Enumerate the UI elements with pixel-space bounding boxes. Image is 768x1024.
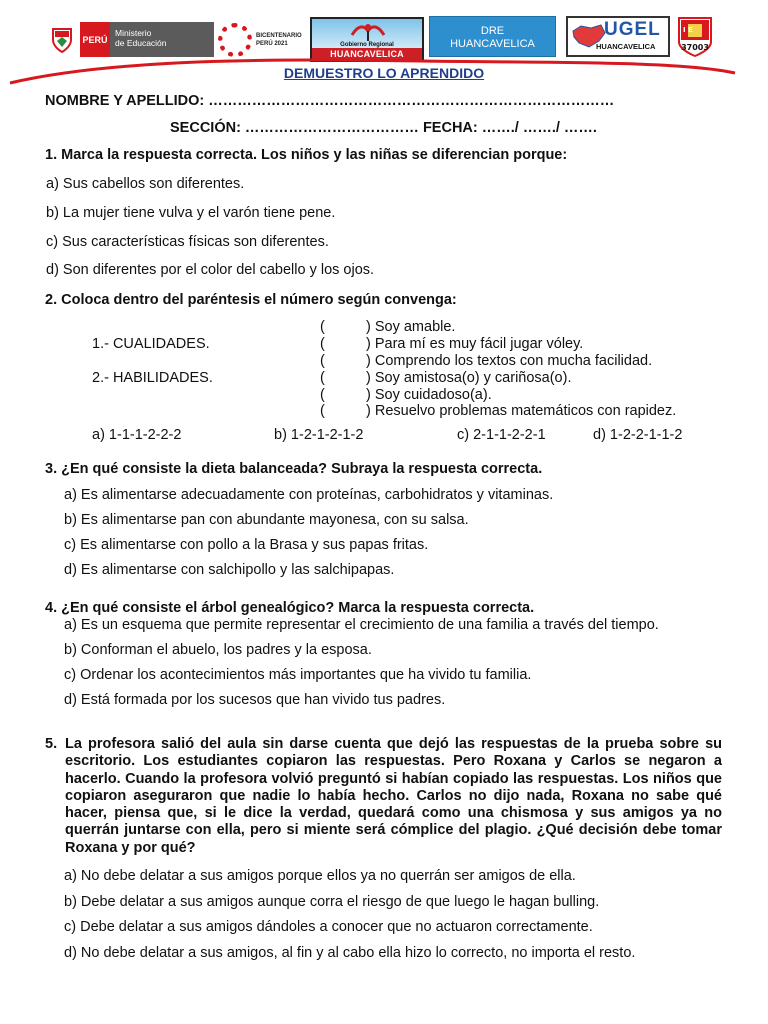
q4-question: 4. ¿En qué consiste el árbol genealógico? Marca la respuesta correcta. <box>45 600 535 616</box>
q2-category-cualidades: 1.- CUALIDADES. <box>92 336 210 352</box>
gore-name: HUANCAVELICA <box>312 48 422 60</box>
peru-shield-icon <box>44 22 80 57</box>
q2-item: ) Comprendo los textos con mucha facilidad. <box>366 353 653 369</box>
bicentenario-text <box>256 32 302 48</box>
q2-item-paren-open: ( <box>320 387 325 403</box>
q2-item: ) Soy amistosa(o) y cariñosa(o). <box>366 370 572 386</box>
q5-number: 5. <box>45 736 58 752</box>
bicentenario-logo <box>218 22 304 58</box>
minedu-logo <box>44 22 214 57</box>
q3-question: 3. ¿En qué consiste la dieta balanceada? Subraya la respuesta correcta. <box>45 461 543 477</box>
bicentenario-line1: BICENTENARIO <box>256 33 302 39</box>
q4-option-a: a) Es un esquema que permite representar el crecimiento de una familia a través del tiempo. <box>64 617 659 633</box>
minedu-name <box>110 22 214 57</box>
q1-option-d: d) Son diferentes por el color del cabello y los ojos. <box>46 262 375 278</box>
q2-item-paren-open: ( <box>320 353 325 369</box>
q2-item-paren-open: ( <box>320 319 325 335</box>
name-field-label: NOMBRE Y APELLIDO: ………………………………………………………………………… <box>45 93 615 109</box>
section-date-line: SECCIÓN: ……………………………… FECHA: ……./ ……./ ……. <box>170 120 597 136</box>
q4-option-b: b) Conforman el abuelo, los padres y la esposa. <box>64 642 372 658</box>
q2-item: ) Resuelvo problemas matemáticos con rapidez. <box>366 403 677 419</box>
ugel-name: HUANCAVELICA <box>596 42 656 51</box>
bicentenario-ring-icon <box>218 23 252 57</box>
worksheet-title: DEMUESTRO LO APRENDIDO <box>283 65 485 81</box>
ie-37003-logo <box>677 16 713 58</box>
q5-question: La profesora salió del aula sin darse cuenta que dejó las respuestas de la prueba sobre su escritorio. Los estudiantes copiaron las respuestas. Pero Roxana y Carlos se negaron a hacerlo. Cuando la profesora volvió preguntó si habían copiado las respuestas. Los niños que copiaron aseguraron que nadie lo había hecho. Carlos no dijo nada, Roxana no sabe qué hacer, piensa que, si le dice la verdad, quedará como una chismosa y sus amigos ya no querrán juntarse con ella, pero si miente será cómplice del plagio. ¿Qué decisión debe tomar Roxana y por qué? <box>65 736 722 856</box>
q2-answer-c: c) 2-1-1-2-2-1 <box>457 427 546 443</box>
ie-letters: I E <box>683 26 693 34</box>
q3-option-c: c) Es alimentarse con pollo a la Brasa y sus papas fritas. <box>64 537 429 553</box>
q3-option-b: b) Es alimentarse pan con abundante mayonesa, con su salsa. <box>64 512 469 528</box>
ie-number: 37003 <box>681 43 709 52</box>
q3-option-d: d) Es alimentarse con salchipollo y las salchipapas. <box>64 562 395 578</box>
q4-option-d: d) Está formada por los sucesos que han vivido tus padres. <box>64 692 446 708</box>
q2-answer-b: b) 1-2-1-2-1-2 <box>274 427 364 443</box>
minedu-country: PERÚ <box>80 22 110 57</box>
q2-item-paren-open: ( <box>320 403 325 419</box>
bicentenario-line2: PERÚ 2021 <box>256 41 288 47</box>
ugel-word: UGEL <box>604 19 661 40</box>
q2-item: ) Soy amable. <box>366 319 456 335</box>
q2-answer-a: a) 1-1-1-2-2-2 <box>92 427 182 443</box>
q2-item-paren-open: ( <box>320 370 325 386</box>
q5-option-a: a) No debe delatar a sus amigos porque ellos ya no querrán ser amigos de ella. <box>64 868 576 884</box>
q2-item: ) Soy cuidadoso(a). <box>366 387 492 403</box>
q1-question: 1. Marca la respuesta correcta. Los niños y las niñas se diferencian porque: <box>45 147 568 163</box>
q2-item-paren-open: ( <box>320 336 325 352</box>
q5-option-d: d) No debe delatar a sus amigos, al fin y al cabo ella hizo lo correcto, no importa el resto. <box>64 945 636 961</box>
q5-option-b: b) Debe delatar a sus amigos aunque corra el riesgo de que luego le hagan bulling. <box>64 894 600 910</box>
dre-line2: HUANCAVELICA <box>450 38 535 50</box>
q2-question: 2. Coloca dentro del paréntesis el número según convenga: <box>45 292 457 308</box>
q1-option-b: b) La mujer tiene vulva y el varón tiene pene. <box>46 205 336 221</box>
dancer-icon <box>350 21 386 43</box>
q4-option-c: c) Ordenar los acontecimientos más importantes que ha vivido tu familia. <box>64 667 532 683</box>
dre-line1: DRE <box>480 25 505 37</box>
q2-answer-d: d) 1-2-2-1-1-2 <box>593 427 683 443</box>
gore-small-text: Gobierno Regional <box>340 42 394 48</box>
q2-item: ) Para mí es muy fácil jugar vóley. <box>366 336 584 352</box>
minedu-name-line2: de Educación <box>115 38 167 48</box>
q2-category-habilidades: 2.- HABILIDADES. <box>92 370 213 386</box>
q1-option-a: a) Sus cabellos son diferentes. <box>46 176 245 192</box>
dre-logo <box>429 16 556 57</box>
minedu-name-line1: Ministerio <box>115 28 152 38</box>
q1-option-c: c) Sus características físicas son diferentes. <box>46 234 329 250</box>
ugel-logo <box>566 16 670 57</box>
q3-option-a: a) Es alimentarse adecuadamente con proteínas, carbohidratos y vitaminas. <box>64 487 554 503</box>
q5-option-c: c) Debe delatar a sus amigos dándoles a conocer que no actuaron correctamente. <box>64 919 593 935</box>
